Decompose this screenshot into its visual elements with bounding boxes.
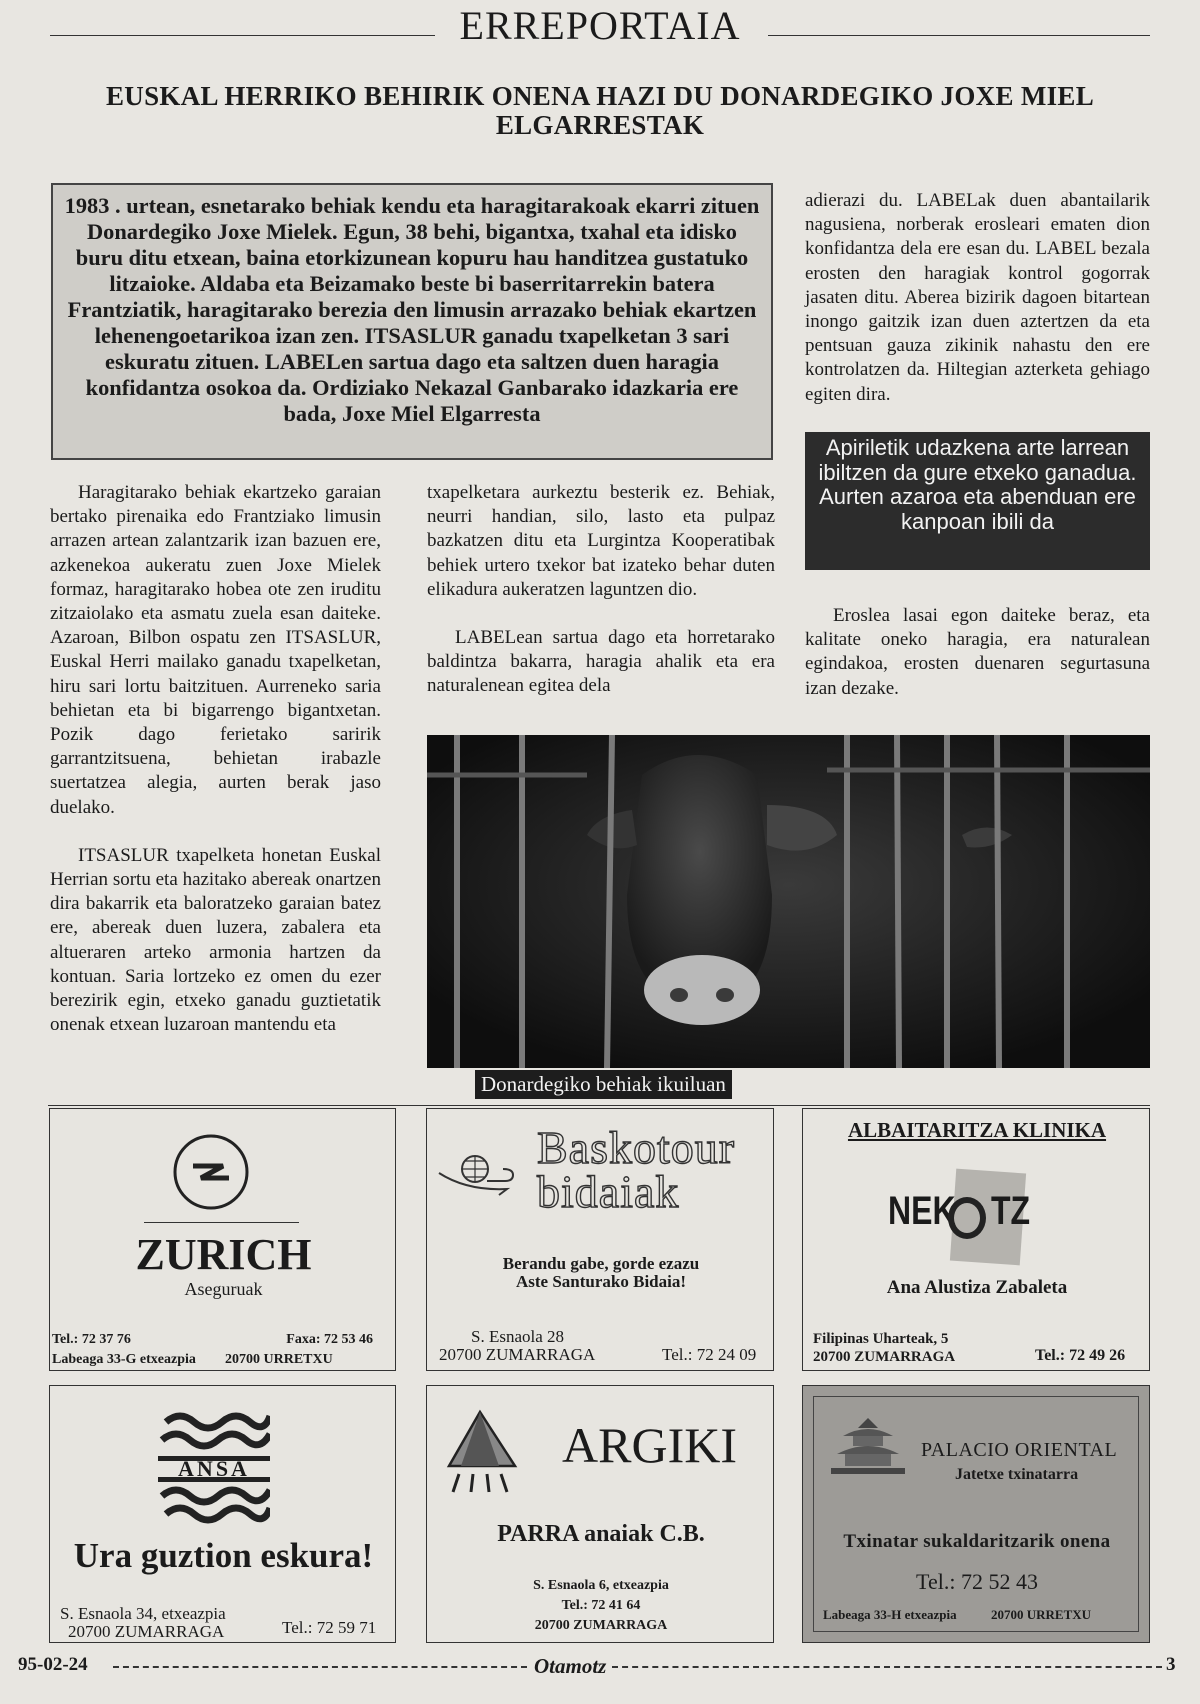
article-headline: EUSKAL HERRIKO BEHIRIK ONENA HAZI DU DONARDEGIKO JOXE MIEL ELGARRESTAK [105,81,1095,140]
baskotour-slogan-2: Aste Santurako Bidaia! [515,1272,687,1291]
ad-argiki [426,1385,774,1643]
footer-dash-left [113,1666,527,1668]
baskotour-line-2: bidaiak [537,1166,680,1217]
ansa-name: ANSA [178,1456,250,1481]
zurich-tel: Tel.: 72 37 76 [52,1332,131,1347]
argiki-tel: Tel.: 72 41 64 [561,1598,641,1613]
zurich-rule [144,1222,299,1223]
column-1 [50,481,381,1037]
cow-photo [427,735,1150,1068]
argiki-sub: PARRA anaiak C.B. [497,1521,705,1547]
nekotz-title: ALBAITARITZA KLINIKA [847,1118,1107,1142]
header-rule-right [768,35,1150,36]
ansa-city: 20700 ZUMARRAGA [68,1622,225,1641]
ansa-address: S. Esnaola 34, etxeazpia [60,1604,226,1623]
palacio-name: PALACIO ORIENTAL [921,1439,1118,1461]
photo-caption: Donardegiko behiak ikuiluan [475,1070,732,1099]
ad-palacio-oriental [802,1385,1150,1643]
column-3 [805,189,1150,407]
column-2-paragraph-2: LABELean sartua dago eta horretarako baldintza bakarra, haragia ahalik eta era naturalenean egitea dela [427,627,775,697]
nekotz-person: Ana Alustiza Zabaleta [886,1277,1068,1298]
nekotz-logo-o-icon [948,1197,986,1239]
ads-divider [48,1105,1150,1106]
baskotour-tel: Tel.: 72 24 09 [662,1345,757,1364]
palacio-sub: Jatetxe txinatarra [955,1466,1079,1483]
header-rule-left [50,35,435,36]
nekotz-address: Filipinas Uharteak, 5 [813,1331,949,1347]
section-title: ERREPORTAIA [459,3,741,48]
column-3-paragraph-1: adierazi du. LABELak duen abantailarik nagusiena, norberak erosleari ematen dion konfidantza dela ere esan du. LABEL bezala erosten den haragiak kontrol gogorrak jasaten ditu. Aberea bizirik dagoen bitartean inongo gaitzik izan duen aztertzen da eta pentsuan gauza zikinik nahastu den ere kontrolatzen da. Hiltegian azterketa gehiago egiten dira. [805,190,1150,405]
argiki-name: ARGIKI [562,1417,737,1473]
footer-dash-right [612,1666,1162,1668]
zurich-sub: Aseguruak [184,1279,263,1299]
ad-ansa [49,1385,396,1643]
zurich-name: ZURICH [135,1230,312,1279]
temple-icon [823,1414,913,1484]
zurich-city: 20700 URRETXU [225,1352,333,1367]
ad-zurich [49,1108,396,1371]
ad-nekotz [802,1108,1150,1371]
argiki-address: S. Esnaola 6, etxeazpia [533,1578,669,1593]
footer-publication: Otamotz [534,1654,607,1678]
nekotz-logo-right: TZ [991,1189,1031,1233]
palacio-slogan: Txinatar sukaldaritzarik onena [843,1531,1111,1552]
ansa-tel: Tel.: 72 59 71 [282,1618,377,1637]
ad-baskotour [426,1108,774,1371]
baskotour-address: S. Esnaola 28 [471,1327,565,1346]
palacio-tel: Tel.: 72 52 43 [916,1569,1038,1594]
column-2 [427,481,775,699]
nekotz-city: 20700 ZUMARRAGA [813,1349,956,1365]
zurich-fax: Faxa: 72 53 46 [286,1332,373,1347]
ansa-slogan: Ura guztion eskura! [73,1536,374,1575]
palacio-address: Labeaga 33-H etxeazpia [823,1607,957,1622]
nekotz-logo-left: NEK [888,1189,956,1233]
baskotour-line-1: Baskotour [537,1122,736,1173]
zurich-logo-icon [171,1132,251,1212]
baskotour-city: 20700 ZUMARRAGA [439,1345,596,1364]
column-1-paragraph-2: ITSASLUR txapelketa honetan Euskal Herrian sortu eta hazitako abereak onartzen dira bakarrik eta baloratzeko garaian batez ere, abereak duen luzera, zabalera eta altueraren arteko armonia hartzen da kontuan. Saria lortzeko ez omen du ezer berezirik egin, etxeko ganadu guztietatik onenak etxean luzaroan mantendu eta [50,844,381,1036]
baskotour-slogan-1: Berandu gabe, gorde ezazu [502,1254,700,1273]
footer-page-number: 3 [1166,1654,1176,1675]
footer-date: 95-02-24 [18,1654,88,1675]
pull-quote: Apiriletik udazkena arte larrean ibiltzen da gure etxeko ganadua. Aurten azaroa eta abenduan ere kanpoan ibili da [805,432,1150,570]
intro-box: 1983 . urtean, esnetarako behiak kendu eta haragitarakoak ekarri zituen Donardegiko Joxe Mielek. Egun, 38 behi, bigantxa, txahal eta idisko buru ditu etxean, baina etorkizunean kopuru hau handitzea gustatuko litzaioke. Aldaba eta Beizamako beste bi baserritarrekin batera Frantziatik, haragitarako berezia den limusin arrazako behiak ekartzen lehenengoetarikoa izan zen. ITSASLUR ganadu txapelketan 3 sari eskuratu zituen. LABELen sartua dago eta saltzen duen haragia konfidantza osokoa da. Ordiziako Nekazal Ganbarako idazkaria ere bada, Joxe Miel Elgarresta [51,183,773,460]
column-2-paragraph-1: txapelketara aurkeztu besterik ez. Behiak, neurri handian, silo, lasto eta pulpaz bazkatzen ditu eta Lurgintza Kooperatibak behiek urtero txekor bat izateko behar duten elikadura aukeratzen laguntzen dio. [427,482,775,600]
zurich-address: Labeaga 33-G etxeazpia [52,1352,196,1367]
globe-arrow-icon [437,1151,517,1201]
nekotz-tel: Tel.: 72 49 26 [1035,1347,1126,1364]
column-3-paragraph-2: Eroslea lasai egon daiteke beraz, eta kalitate oneko haragia, era naturalean egindakoa, erosten duenaren segurtasuna izan dezake. [805,605,1150,699]
argiki-city: 20700 ZUMARRAGA [534,1618,668,1633]
column-1-paragraph-1: Haragitarako behiak ekartzeko garaian bertako pirenaika edo Frantziako limusin arrazen artean zalantzarik izan bazuen ere, azkenekoa aukeratu zuen Joxe Mielek formaz, haragitarako hobea ote zen iruditu zitzaiolako eta asmatu zuela esan daiteke. Azaroan, Bilbon ospatu zen ITSASLUR, Euskal Herri mailako ganadu txapelketan, hiru sari lortu baitzituen. Aurreneko saria behietan eta bi bigarrengo bigantxetan. Pozik dago ferietako saririk garrantzitsuena, behietan irabazle suertatzea alegia, aurten berak jaso duelako. [50,482,381,818]
palacio-city: 20700 URRETXU [991,1607,1092,1622]
shower-lamp-icon [445,1408,525,1498]
column-3-lower [805,604,1150,701]
page-footer [0,1650,1200,1680]
